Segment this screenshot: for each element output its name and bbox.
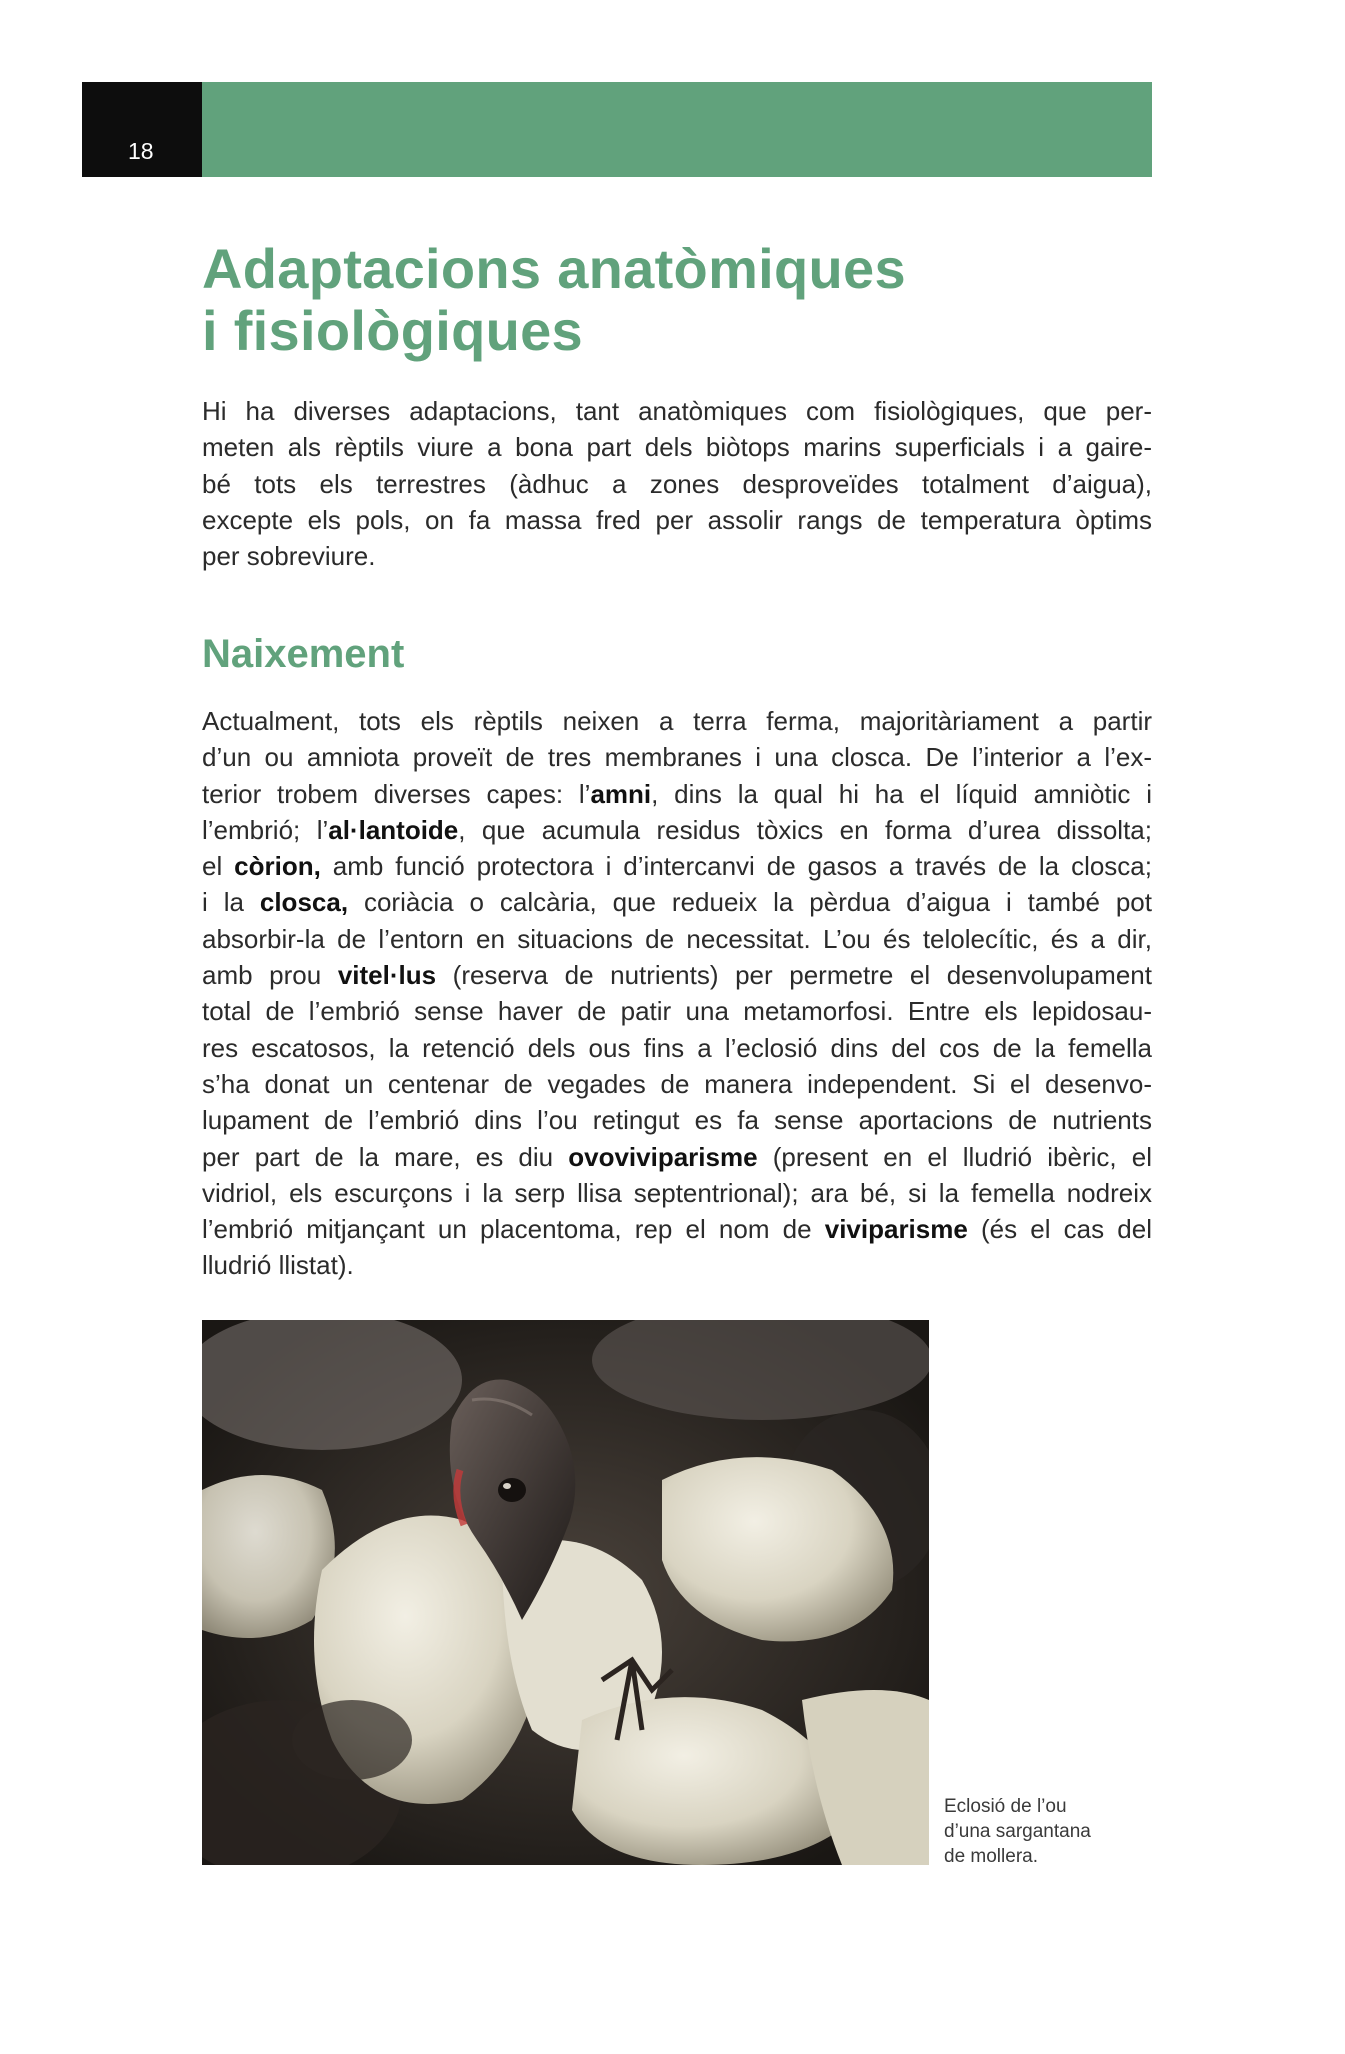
section-heading: Naixement xyxy=(202,632,405,676)
term-allantoide: al·lantoide xyxy=(328,814,459,845)
intro-line: meten als rèptils viure a bona part dels biòtops marins superficials i a gaire- xyxy=(202,432,1152,463)
caption-line: de mollera. xyxy=(944,1846,1038,1867)
caption-line: Eclosió de l’ou xyxy=(944,1796,1067,1817)
intro-line: bé tots els terrestres (àdhuc a zones desproveïdes totalment d’aigua), xyxy=(202,468,1152,499)
body-line: total de l’embrió sense haver de patir una metamorfosi. Entre els lepidosau- xyxy=(202,996,1152,1027)
body-line: l’embrió; l’al·lantoide, que acumula residus tòxics en forma d’urea dissolta; xyxy=(202,814,1152,845)
intro-line: Hi ha diverses adaptacions, tant anatòmiques com fisiològiques, que per- xyxy=(202,396,1152,426)
intro-line: excepte els pols, on fa massa fred per assolir rangs de temperatura òptims xyxy=(202,504,1152,535)
term-vitellus: vitel·lus xyxy=(337,960,437,991)
page-title xyxy=(202,238,1152,362)
body-line: d’un ou amniota proveït de tres membranes i una closca. De l’interior a l’ex- xyxy=(202,742,1152,773)
body-line: Actualment, tots els rèptils neixen a terra ferma, majoritàriament a partir xyxy=(202,706,1152,736)
body-line: res escatosos, la retenció dels ous fins a l’eclosió dins del cos de la femella xyxy=(202,1032,1152,1063)
body-line: i la closca, coriàcia o calcària, que redueix la pèrdua d’aigua i també pot xyxy=(202,887,1152,918)
page-title-line-1: Adaptacions anatòmiques xyxy=(202,237,906,300)
term-amni: amni xyxy=(590,778,652,809)
body-line: per part de la mare, es diu ovoviviparisme (present en el lludrió ibèric, el xyxy=(202,1141,1152,1172)
intro-paragraph xyxy=(202,393,1152,574)
body-line: terior trobem diverses capes: l’amni, dins la qual hi ha el líquid amniòtic i xyxy=(202,778,1152,809)
page-number: 18 xyxy=(128,138,154,164)
body-line: vidriol, els escurçons i la serp llisa septentrional); ara bé, si la femella nodreix xyxy=(202,1177,1152,1208)
body-line: amb prou vitel·lus (reserva de nutrients) per permetre el desenvolupament xyxy=(202,960,1152,991)
photo-caption xyxy=(944,1794,1144,1869)
body-line: absorbir-la de l’entorn en situacions de necessitat. L’ou és telolecític, és a dir, xyxy=(202,923,1152,954)
photo-illustration xyxy=(202,1320,929,1865)
body-line: s’ha donat un centenar de vegades de manera independent. Si el desenvo- xyxy=(202,1068,1152,1099)
body-line: lludrió llistat). xyxy=(202,1250,354,1281)
body-line: lupament de l’embrió dins l’ou retingut es fa sense aportacions de nutrients xyxy=(202,1105,1152,1136)
intro-line: per sobreviure. xyxy=(202,541,376,572)
page-title-line-2: i fisiològiques xyxy=(202,299,583,362)
term-corion: còrion, xyxy=(234,851,321,882)
body-line: l’embrió mitjançant un placentoma, rep el nom de viviparisme (és el cas del xyxy=(202,1214,1153,1245)
term-closca: closca, xyxy=(259,887,349,918)
term-ovoviviparisme: ovoviviparisme xyxy=(568,1141,758,1172)
caption-line: d’una sargantana xyxy=(944,1821,1091,1842)
body-line: el còrion, amb funció protectora i d’intercanvi de gasos a través de la closca; xyxy=(202,851,1152,882)
body-paragraph xyxy=(202,703,1152,1284)
lizard-hatching-photo xyxy=(202,1320,929,1865)
term-viviparisme: viviparisme xyxy=(824,1214,968,1245)
header-green-bar xyxy=(202,82,1152,177)
